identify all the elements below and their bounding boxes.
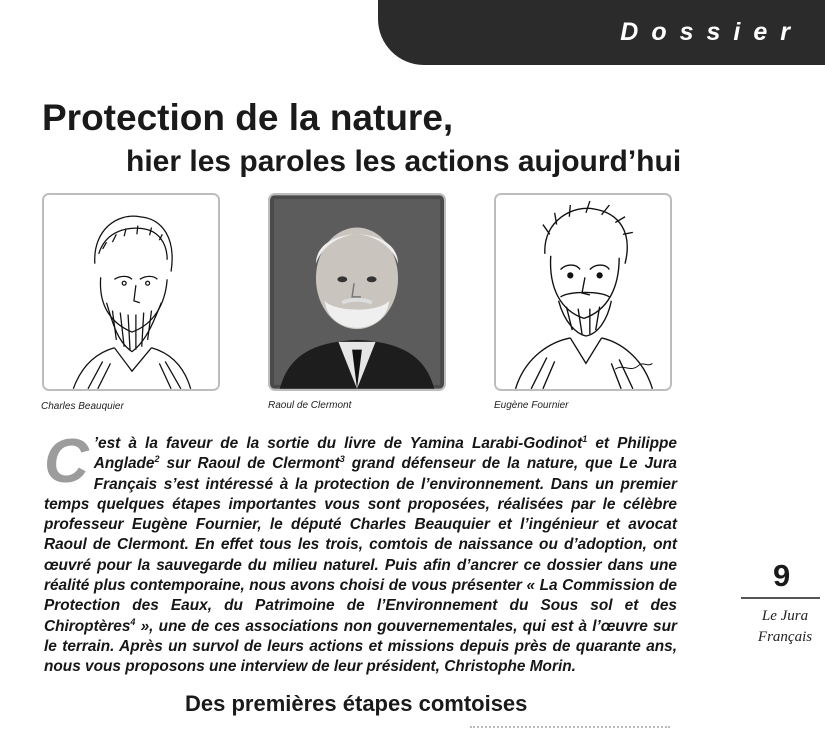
footnote-marker-3: 3 [339,454,345,465]
footnote-marker-1: 1 [582,433,588,444]
footnote-marker-2: 2 [154,454,160,465]
intro-text-1: ’est à la faveur de la sortie du livre de Yamina Larabi-Godinot [93,435,583,452]
intro-text-3: sur Raoul de Clermont [159,455,340,473]
cut-off-text-line [470,726,670,736]
intro-text-2: et Philippe Anglade [93,435,677,473]
page-number-rule [741,597,820,599]
caption-raoul-de-clermont: Raoul de Clermont [268,400,352,411]
caption-eugene-fournier: Eugène Fournier [494,400,569,411]
intro-text-5: », une de ces associations non gouvernementales, qui est à l’œuvre sur le terrain. Après un survol de leurs actions et missions depuis près de quarante ans, nous vous proposons une interview de leur président, Christophe Morin. [44,617,677,676]
footnote-marker-4: 4 [130,616,136,627]
page-number: 9 [773,558,791,593]
magazine-name-line2: Français [757,629,813,645]
intro-text-4: grand défenseur de la nature, que Le Jura Français s’est intéressé à la protection de l’environnement. Dans un premier temps quelques étapes importantes vous sont proposées, réalisées par le célèbre professeur Eugène Fournier, le député Charles Beauquier et l’ingénieur et avocat Raoul de Clermont. En effet tous les trois, comtois de naissance ou d’adoption, ont œuvré pour la sauvegarde du milieu naturel. Puis afin d’ancrer ce dossier dans une réalité plus contemporaine, nous avons choisi de vous présenter « La Commission de Protection des Eaux, du Patrimoine de l’Environnement du Sous sol et des Chiroptères [44,455,677,635]
article-subtitle: hier les paroles les actions aujourd’hui [126,145,682,178]
section-banner [378,0,825,65]
photograph-portrait-image [270,195,444,389]
article-intro [44,427,677,678]
engraving-portrait-image [44,195,218,389]
article-title: Protection de la nature, [42,97,454,138]
sketch-portrait-image [496,195,670,389]
magazine-name-line1: Le Jura [761,608,809,624]
magazine-name [744,606,825,648]
portrait-raoul-de-clermont [268,193,446,391]
section-label: Dossier [620,18,803,46]
section-heading: Des premières étapes comtoises [185,691,528,716]
drop-cap: C [44,427,89,496]
caption-charles-beauquier: Charles Beauquier [41,401,124,412]
portrait-charles-beauquier [42,193,220,391]
portrait-eugene-fournier [494,193,672,391]
